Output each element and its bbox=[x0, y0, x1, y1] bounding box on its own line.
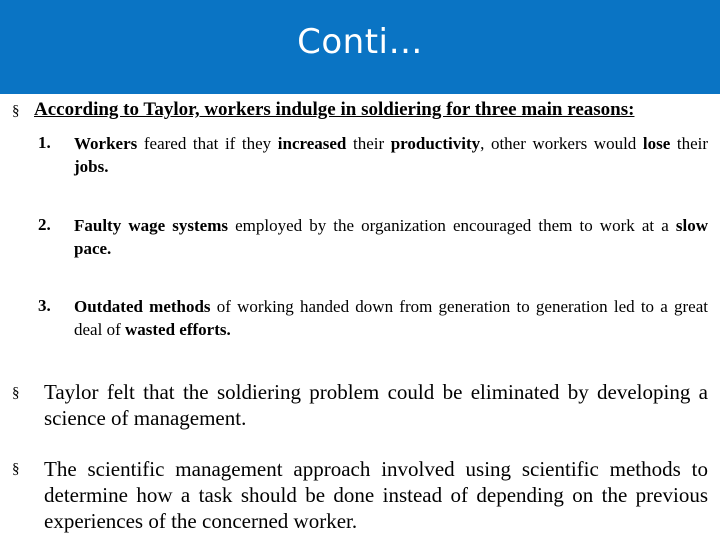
reason-text bbox=[74, 132, 708, 178]
reason-number: 2. bbox=[38, 215, 51, 234]
reason-number: 1. bbox=[38, 133, 51, 152]
reason-number: 3. bbox=[38, 296, 51, 315]
bullet-icon: § bbox=[12, 103, 20, 119]
emphasis-text: increased bbox=[277, 134, 347, 153]
reason-text bbox=[74, 214, 708, 260]
slide-title: Conti… bbox=[297, 22, 423, 62]
reason-text bbox=[74, 295, 708, 341]
body-text: their bbox=[670, 134, 708, 153]
body-text: of working handed down from generation to generation led to a great deal of bbox=[74, 297, 708, 339]
emphasis-text: wasted efforts. bbox=[124, 320, 231, 339]
emphasis-text: productivity bbox=[390, 134, 481, 153]
point-text: The scientific management approach involved using scientific methods to determine how a task should be done instead of depending on the previous experiences of the concerned worker. bbox=[44, 457, 708, 533]
emphasis-text: lose bbox=[642, 134, 671, 153]
body-text: , other workers would bbox=[480, 134, 643, 153]
body-text: employed by the organization encouraged them to work at a bbox=[227, 216, 676, 235]
bullet-icon: § bbox=[12, 385, 20, 401]
emphasis-text: Faulty wage systems bbox=[74, 216, 228, 235]
emphasis-text: Outdated methods bbox=[74, 297, 211, 316]
emphasis-text: slow pace. bbox=[74, 216, 708, 258]
emphasis-text: jobs. bbox=[74, 157, 109, 176]
point-text: Taylor felt that the soldiering problem could be eliminated by developing a science of management. bbox=[44, 380, 708, 430]
title-bar bbox=[0, 0, 720, 94]
body-text: their bbox=[346, 134, 391, 153]
intro-heading: According to Taylor, workers indulge in soldiering for three main reasons: bbox=[34, 99, 635, 120]
emphasis-text: Workers bbox=[74, 134, 138, 153]
body-text: feared that if they bbox=[137, 134, 278, 153]
bullet-icon: § bbox=[12, 461, 20, 477]
